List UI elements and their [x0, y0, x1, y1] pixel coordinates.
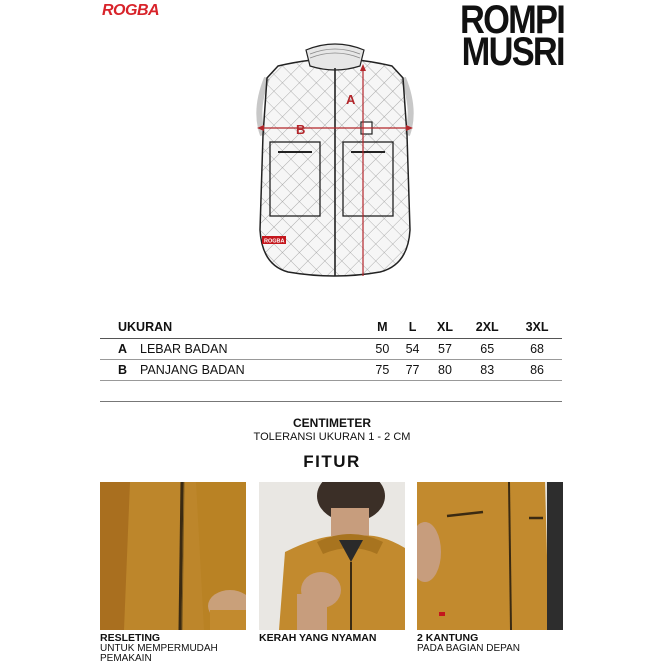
garment-tag: ROGBA [264, 238, 285, 245]
table-cell: 68 [512, 339, 562, 360]
table-row [100, 360, 562, 381]
table-cell: 57 [428, 339, 463, 360]
table-cell: 75 [367, 360, 397, 381]
feature-desc-zipper-line2: PEMAKAIN [100, 653, 152, 664]
table-cell: 86 [512, 360, 562, 381]
table-cell: 77 [397, 360, 427, 381]
measure-label-b: B [296, 122, 306, 137]
vest-diagram [240, 40, 430, 285]
unit-label: CENTIMETER [293, 416, 371, 430]
size-table-header [100, 318, 562, 339]
row-code: A [100, 339, 140, 360]
table-row [100, 339, 562, 360]
product-title-line1: ROMPI [459, 0, 564, 42]
header-size-xl: XL [428, 318, 463, 339]
feature-title-zipper: RESLETING [100, 632, 161, 644]
vest-collar [306, 44, 364, 70]
table-cell: 65 [462, 339, 512, 360]
feature-title-collar: KERAH YANG NYAMAN [259, 632, 377, 644]
row-label: PANJANG BADAN [140, 360, 367, 381]
product-title-line2: MUSRI [461, 30, 564, 74]
table-cell: 54 [397, 339, 427, 360]
zipper-photo [100, 482, 246, 630]
feature-title-pockets: 2 KANTUNG [417, 632, 479, 644]
header-ukuran: UKURAN [100, 318, 367, 339]
tolerance-note: TOLERANSI UKURAN 1 - 2 CM [253, 431, 411, 443]
row-code: B [100, 360, 140, 381]
measure-label-a: A [346, 92, 356, 107]
size-table [100, 318, 562, 381]
pockets-photo [417, 482, 563, 630]
row-label: LEBAR BADAN [140, 339, 367, 360]
table-cell: 83 [462, 360, 512, 381]
features-heading: FITUR [303, 452, 361, 471]
brand-logo: ROGBA [102, 2, 160, 19]
header-size-l: L [397, 318, 427, 339]
collar-photo [259, 482, 405, 630]
feature-desc-pockets: PADA BAGIAN DEPAN [417, 643, 520, 654]
header-size-m: M [367, 318, 397, 339]
table-cell: 80 [428, 360, 463, 381]
header-size-2xl: 2XL [462, 318, 512, 339]
divider [100, 401, 562, 402]
table-cell: 50 [367, 339, 397, 360]
feature-desc-zipper-line1: UNTUK MEMPERMUDAH [100, 643, 218, 654]
header-size-3xl: 3XL [512, 318, 562, 339]
